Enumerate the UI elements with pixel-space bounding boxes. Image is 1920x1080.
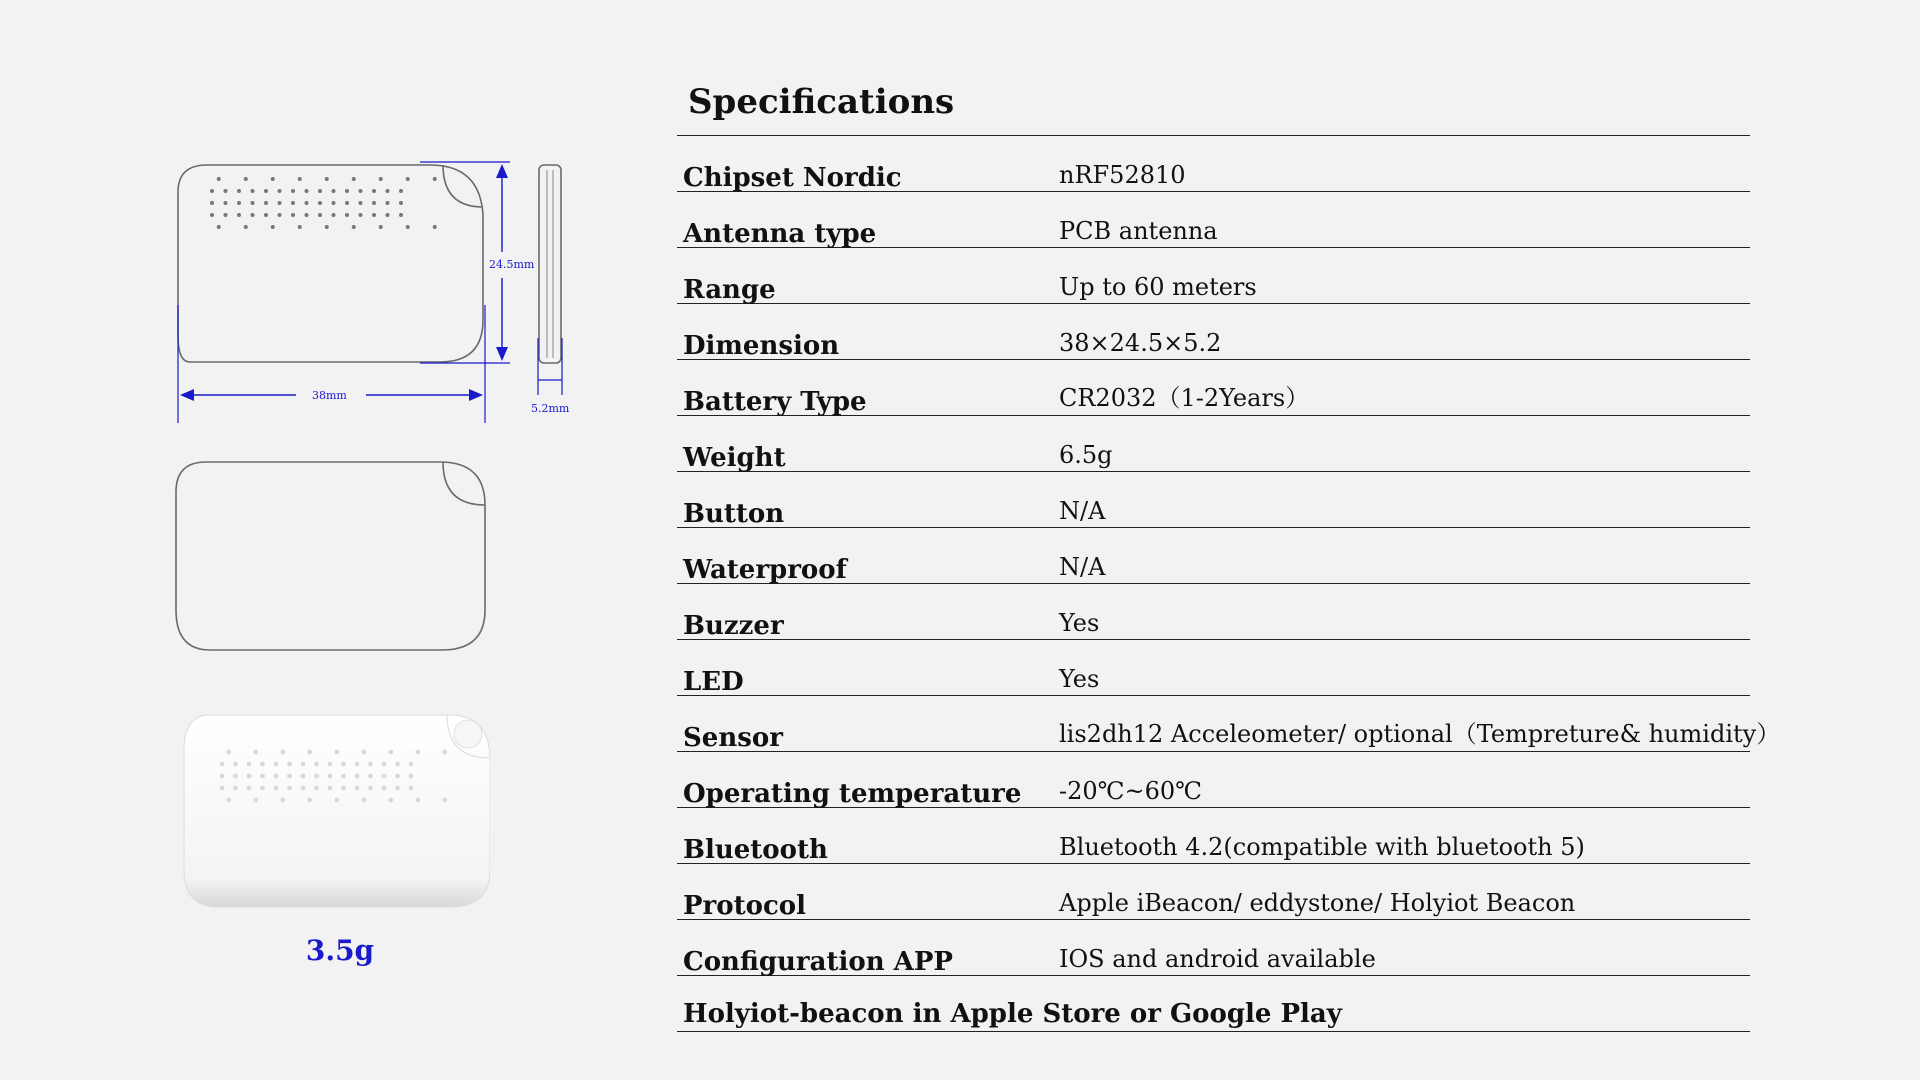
spec-value: Up to 60 meters — [1059, 273, 1257, 301]
spec-row — [677, 696, 1781, 753]
spec-value: N/A — [1059, 553, 1106, 581]
specifications-title: Specifications — [688, 82, 955, 122]
spec-label: Antenna type — [683, 219, 877, 249]
spec-value: 6.5g — [1059, 441, 1113, 469]
spec-value: Yes — [1059, 665, 1100, 693]
spec-row — [677, 360, 1750, 416]
dimension-drawing — [150, 140, 600, 440]
spec-row — [677, 920, 1750, 976]
spec-row — [677, 528, 1750, 584]
spec-label: Battery Type — [683, 387, 867, 417]
spec-label: Protocol — [683, 891, 806, 921]
back-view-drawing — [150, 450, 490, 660]
spec-label: Dimension — [683, 331, 840, 361]
spec-label: Waterproof — [683, 555, 847, 585]
spec-value: Yes — [1059, 609, 1100, 637]
spec-row — [677, 640, 1750, 696]
spec-value: Apple iBeacon/ eddystone/ Holyiot Beacon — [1059, 889, 1576, 917]
spec-value: PCB antenna — [1059, 217, 1218, 245]
spec-label: Configuration APP — [683, 947, 953, 977]
spec-value: lis2dh12 Acceleometer/ optional（Tempreture& humidity） — [1059, 720, 1781, 748]
spec-value: N/A — [1059, 497, 1106, 525]
spec-row — [677, 584, 1750, 640]
spec-value: Bluetooth 4.2(compatible with bluetooth 5) — [1059, 833, 1585, 861]
spec-row — [677, 416, 1750, 472]
spec-row — [677, 864, 1750, 920]
product-drawings — [150, 140, 600, 1000]
height-dimension-label: 24.5mm — [489, 258, 535, 271]
spec-label: Chipset Nordic — [683, 163, 902, 193]
spec-row — [677, 304, 1750, 360]
spec-label: Range — [683, 275, 776, 305]
footer-row — [677, 976, 1750, 1032]
spec-row — [677, 192, 1750, 248]
width-dimension-label: 38mm — [312, 389, 347, 402]
footer-text: Holyiot-beacon in Apple Store or Google Play — [683, 999, 1342, 1029]
spec-label: Sensor — [683, 723, 783, 753]
spec-value: CR2032（1-2Years） — [1059, 384, 1310, 412]
spec-label: Weight — [683, 443, 786, 473]
spec-label: Bluetooth — [683, 835, 828, 865]
spec-label: LED — [683, 667, 744, 697]
product-render-image — [150, 700, 490, 920]
spec-value: IOS and android available — [1059, 945, 1376, 973]
spec-value: -20℃~60℃ — [1059, 777, 1202, 805]
spec-row — [677, 136, 1750, 192]
spec-label: Operating temperature — [683, 779, 1022, 809]
thickness-dimension-label: 5.2mm — [531, 402, 570, 415]
spec-label: Button — [683, 499, 785, 529]
spec-row — [677, 248, 1750, 304]
specifications-table — [677, 70, 1781, 1032]
spec-row — [677, 808, 1750, 864]
spec-row — [677, 472, 1750, 528]
spec-rows — [677, 136, 1781, 977]
spec-value: nRF52810 — [1059, 161, 1186, 189]
spec-row — [677, 752, 1750, 808]
spec-label: Buzzer — [683, 611, 784, 641]
spec-value: 38×24.5×5.2 — [1059, 329, 1222, 357]
weight-label: 3.5g — [305, 934, 375, 967]
